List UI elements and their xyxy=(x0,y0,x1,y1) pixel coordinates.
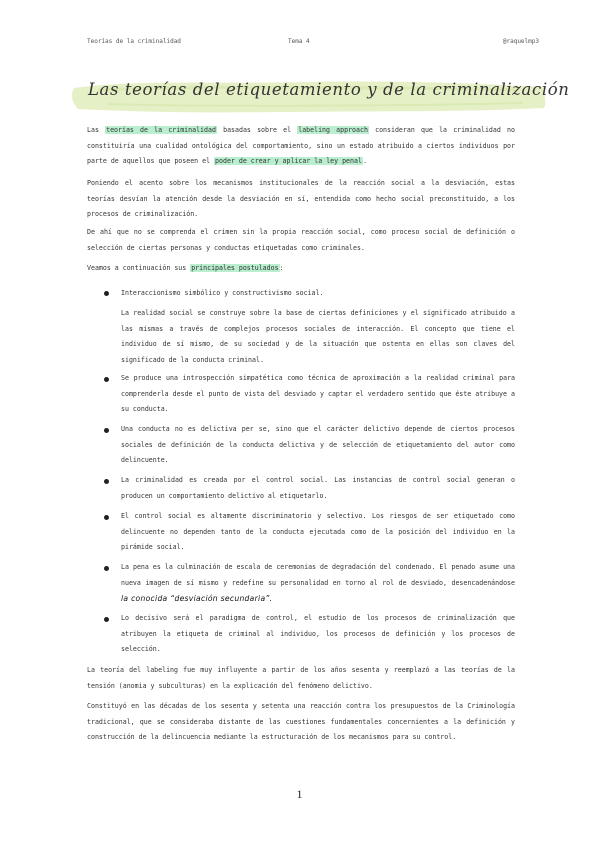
text-run: Veamos a continuación sus xyxy=(87,264,191,272)
header-author: @raquelmp3 xyxy=(502,38,539,45)
text-run: . xyxy=(362,157,367,165)
postulate-4: La criminalidad es creada por el control social. Las instancias de control social generan o producen un comportamiento delictivo al etiquetarlo. xyxy=(121,476,515,500)
postulate-3: Una conducta no es delictiva per se, sino que el carácter delictivo depende de ciertos procesos sociales de definición de la conducta delictiva y de selección de etiquetamiento del autor como delincuente. xyxy=(121,425,515,464)
text-run: Las xyxy=(87,126,106,134)
bullet-icon xyxy=(104,479,109,484)
highlight-postulates: principales postulados xyxy=(191,264,279,272)
bullet-icon xyxy=(104,428,109,433)
page-number: 1 xyxy=(296,787,303,801)
bullet-icon xyxy=(104,291,109,296)
paragraph-reaction-criminology: Constituyó en las décadas de los sesenta y setenta una reacción contra los presupuestos de la Criminología tradicional, que se consideraba distante de las cuestiones fundamentales concernientes a la definición y construcción de la delincuencia mediante la estructuración de los mecanismos para su control. xyxy=(87,702,515,741)
page-title: Las teorías del etiquetamiento y de la criminalización xyxy=(88,80,570,99)
postulate-1-title: Interaccionismo simbólico y constructivismo social. xyxy=(121,289,324,297)
text-run: consideran que la criminalidad no constituiría una cualidad ontológica del comportamiento, sino un estado atribuido a ciertos individuos por parte de aquellos que poseen el xyxy=(87,126,515,165)
highlight-labeling: labeling approach xyxy=(298,126,368,134)
paragraph-postulates-intro xyxy=(87,261,515,277)
highlight-theories: teorías de la criminalidad xyxy=(106,126,216,134)
text-run: La pena es la culminación de escala de ceremonias de degradación del condenado. El penado asume una nueva imagen de sí mismo y redefine su personalidad en torno al rol de desviado, desencadenándose xyxy=(121,563,515,587)
paragraph-mechanisms: Poniendo el acento sobre los mecanismos institucionales de la reacción social a la desviación, estas teorías desvían la atención desde la desviación en sí, entendida como hecho social preconstituido, a los procesos de criminalización. xyxy=(87,179,515,218)
text-run: basadas sobre el xyxy=(216,126,298,134)
header-subject: Teorías de la criminalidad xyxy=(87,38,181,45)
paragraph-reaction: De ahí que no se comprenda el crimen sin la propia reacción social, como proceso social de definición o selección de ciertas personas y conductas etiquetadas como criminales. xyxy=(87,228,515,252)
text-run: : xyxy=(279,264,284,272)
paragraph-intro xyxy=(87,123,515,170)
handwritten-secondary-deviation: la conocida “desviación secundaria”. xyxy=(121,594,273,603)
postulate-5: El control social es altamente discriminatorio y selectivo. Los riesgos de ser etiquetado como delincuente no dependen tanto de la conducta ejecutada como de la posición del individuo en la pirámide social. xyxy=(121,512,515,551)
header-topic: Tema 4 xyxy=(288,38,310,45)
postulate-7: Lo decisivo será el paradigma de control, el estudio de los procesos de criminalización que atribuyen la etiqueta de criminal al individuo, los procesos de definición y los procesos de selección. xyxy=(121,614,515,653)
postulate-2: Se produce una introspección simpatética como técnica de aproximación a la realidad criminal para comprenderla desde el punto de vista del desviado y captar el verdadero sentido que éste atribuye a su conducta. xyxy=(121,374,515,413)
bullet-icon xyxy=(104,617,109,622)
bullet-icon xyxy=(104,515,109,520)
title-block xyxy=(68,74,570,118)
postulate-1-body: La realidad social se construye sobre la base de ciertas definiciones y el significado atribuido a las mismas a través de complejos procesos sociales de interacción. El concepto que tiene el individuo de sí mismo, de su sociedad y de la situación que ostenta en ellas son claves del significado de la conducta criminal. xyxy=(121,309,515,364)
paragraph-influence: La teoría del labeling fue muy influyente a partir de los años sesenta y reemplazó a las teorías de la tensión (anomia y subculturas) en la explicación del fenómeno delictivo. xyxy=(87,666,515,690)
bullet-icon xyxy=(104,566,109,571)
bullet-icon xyxy=(104,377,109,382)
highlight-power: poder de crear y aplicar la ley penal xyxy=(215,157,362,165)
postulate-6 xyxy=(121,560,515,608)
